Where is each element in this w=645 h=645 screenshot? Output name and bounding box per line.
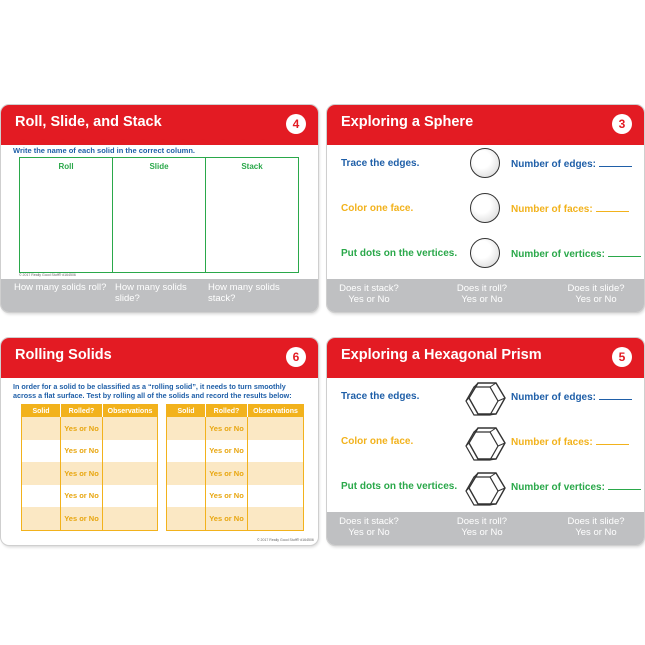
sphere-image [470,238,500,268]
card-header [327,105,644,145]
question-text: Does it stack? [339,516,399,527]
header-rolled: Rolled? [61,405,103,418]
header-observations: Observations [103,405,158,418]
card-header [1,105,318,145]
card-number-badge: 4 [286,114,306,134]
field-label: Number of edges: [511,159,597,170]
instruction-text: Write the name of each solid in the correct column. [13,146,195,155]
hexagonal-prism-image [465,471,507,509]
header-solid: Solid [167,405,206,418]
field-label: Number of faces: [511,437,593,448]
sorting-grid [19,157,299,273]
answer-blank [599,391,632,400]
instruction-dots-vertices: Put dots on the vertices. [341,481,458,492]
sphere-image [470,193,500,223]
instruction-trace-edges: Trace the edges. [341,391,420,402]
card-exploring-hexagonal-prism [327,338,644,545]
question-text: Does it stack? [339,283,399,294]
card-number-badge: 6 [286,347,306,367]
instruction-trace-edges: Trace the edges. [341,158,420,169]
column-header: Slide [149,162,169,171]
field-label: Number of faces: [511,204,593,215]
card-title: Rolling Solids [15,347,112,363]
table-row [167,417,304,440]
header-solid: Solid [22,405,61,418]
card-title: Exploring a Hexagonal Prism [341,347,542,363]
footer-question [432,283,532,305]
card-header [1,338,318,378]
card-number-badge: 5 [612,347,632,367]
footer-question [546,283,644,305]
column-header: Stack [241,162,263,171]
answer-cell: Yes or No [61,485,103,508]
table-header-row [167,405,304,418]
table-row [22,417,158,440]
table-row [22,485,158,508]
footer-question: How many solids roll? [14,282,107,293]
footer-question [327,283,419,305]
footer-question [327,516,419,538]
table-row [167,440,304,463]
answer-cell: Yes or No [206,507,248,530]
number-of-vertices-field [511,248,641,260]
column-roll [20,158,113,272]
answer-cell: Yes or No [61,462,103,485]
wave-border [1,370,318,382]
answer-text: Yes or No [461,527,503,538]
footer-question [432,516,532,538]
table-row [167,485,304,508]
question-text: Does it slide? [567,283,625,294]
answer-blank [596,203,629,212]
copyright-text: © 2017 Really Good Stuff® #164506 [257,538,314,542]
answer-text: Yes or No [575,294,617,305]
copyright-text: © 2017 Really Good Stuff® #164506 [19,273,76,277]
answer-blank [599,158,632,167]
footer-question [546,516,644,538]
table-row [167,462,304,485]
answer-blank [608,248,641,257]
answer-cell: Yes or No [61,417,103,440]
table-header-row [22,405,158,418]
answer-cell: Yes or No [206,462,248,485]
instruction-color-face: Color one face. [341,203,414,214]
card-roll-slide-stack [1,105,318,312]
number-of-edges-field [511,391,632,403]
card-rolling-solids [1,338,318,545]
number-of-faces-field [511,203,629,215]
answer-text: Yes or No [348,527,390,538]
answer-blank [608,481,641,490]
column-slide [113,158,206,272]
card-title: Exploring a Sphere [341,114,474,130]
answer-text: Yes or No [348,294,390,305]
question-text: Does it roll? [456,283,508,294]
card-footer [1,279,318,312]
number-of-edges-field [511,158,632,170]
footer-question: How many solids stack? [208,282,280,304]
answer-text: Yes or No [461,294,503,305]
hexagonal-prism-image [465,381,507,419]
footer-question: How many solids slide? [115,282,187,304]
card-header [327,338,644,378]
answer-text: Yes or No [575,527,617,538]
answer-blank [596,436,629,445]
card-number-badge: 3 [612,114,632,134]
card-footer [327,512,644,545]
hexagonal-prism-image [465,426,507,464]
instruction-color-face: Color one face. [341,436,414,447]
answer-cell: Yes or No [61,440,103,463]
header-rolled: Rolled? [206,405,248,418]
field-label: Number of edges: [511,392,597,403]
table-row [22,462,158,485]
answer-cell: Yes or No [206,485,248,508]
header-observations: Observations [248,405,304,418]
field-label: Number of vertices: [511,482,605,493]
instruction-paragraph: In order for a solid to be classified as a “rolling solid”, it needs to turn smoothly across a flat surface. Test by rolling all of the solids and record the results below: [13,382,292,401]
column-stack [206,158,298,272]
card-exploring-sphere [327,105,644,312]
question-text: Does it slide? [567,516,625,527]
table-row [22,507,158,530]
number-of-vertices-field [511,481,641,493]
field-label: Number of vertices: [511,249,605,260]
column-header: Roll [58,162,74,171]
answer-cell: Yes or No [61,507,103,530]
card-footer [327,279,644,312]
sphere-image [470,148,500,178]
card-title: Roll, Slide, and Stack [15,114,162,130]
table-row [22,440,158,463]
results-table-left [21,404,158,531]
answer-cell: Yes or No [206,417,248,440]
instruction-dots-vertices: Put dots on the vertices. [341,248,458,259]
number-of-faces-field [511,436,629,448]
table-row [167,507,304,530]
results-table-right [166,404,304,531]
question-text: Does it roll? [456,516,508,527]
answer-cell: Yes or No [206,440,248,463]
